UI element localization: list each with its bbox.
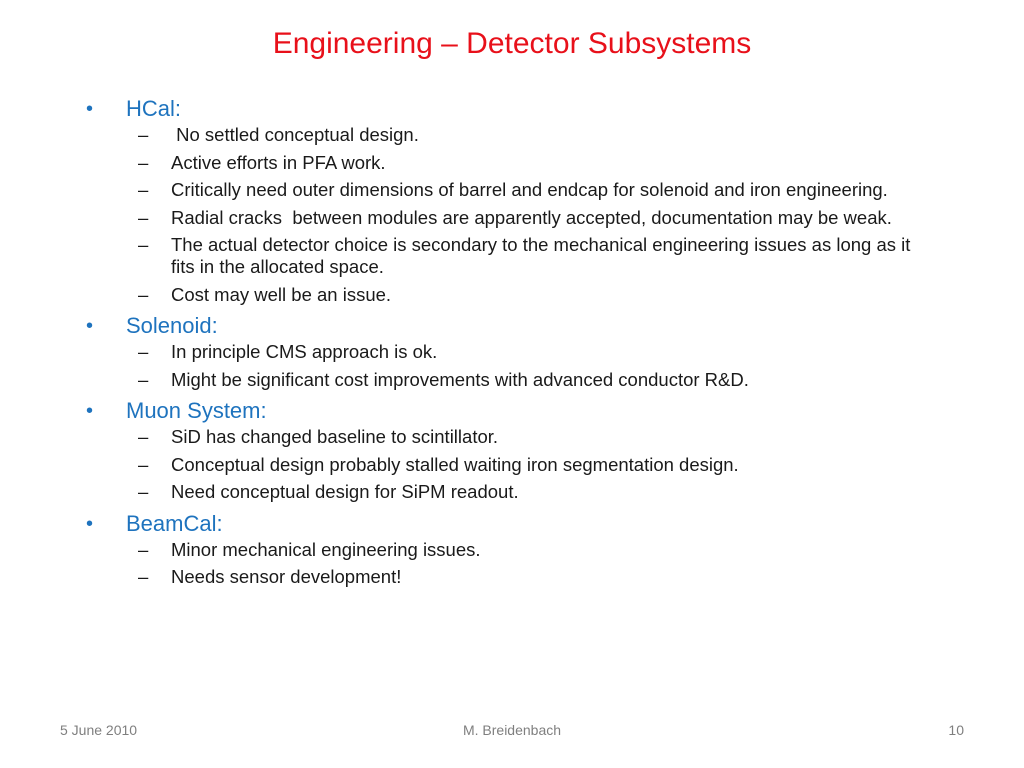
- dash-marker: –: [138, 151, 149, 173]
- bullet-beamcal: [86, 509, 946, 539]
- sub-item: [86, 124, 946, 146]
- dash-marker: –: [138, 426, 149, 447]
- sub-item-text: The actual detector choice is secondary to the mechanical engineering issues as long as it fits in the allocated space.: [171, 234, 911, 277]
- bullet-heading: Solenoid:: [126, 313, 218, 338]
- bullet-heading: Muon System:: [126, 398, 267, 423]
- sub-item: [86, 454, 946, 476]
- sub-item: [86, 341, 946, 363]
- sub-item-text: Need conceptual design for SiPM readout.: [171, 481, 519, 502]
- bullet-marker: •: [86, 400, 94, 422]
- sub-item: [86, 152, 946, 174]
- dash-marker: –: [138, 566, 149, 587]
- bullet-marker: •: [86, 315, 94, 337]
- slide-title: Engineering – Detector Subsystems: [272, 27, 752, 60]
- sub-item-text: Critically need outer dimensions of barrel and endcap for solenoid and iron engineering.: [171, 179, 888, 200]
- sub-item: [86, 284, 946, 306]
- dash-marker: –: [138, 538, 149, 560]
- sub-item: [86, 179, 946, 201]
- sub-item-text: Might be significant cost improvements with advanced conductor R&D.: [171, 368, 749, 390]
- bullet-heading: BeamCal:: [126, 510, 223, 536]
- bullet-marker: •: [86, 512, 94, 535]
- sub-item: [86, 426, 946, 448]
- dash-marker: –: [138, 481, 149, 502]
- bullet-solenoid: [86, 311, 946, 341]
- sub-item-text: No settled conceptual design.: [171, 124, 419, 145]
- dash-marker: –: [138, 179, 149, 200]
- sub-item-text: Cost may well be an issue.: [171, 283, 392, 305]
- dash-marker: –: [138, 453, 149, 475]
- footer-author: M. Breidenbach: [462, 722, 562, 738]
- dash-marker: –: [138, 124, 149, 145]
- footer-date: 5 June 2010: [60, 722, 138, 738]
- sub-item: [86, 207, 946, 229]
- dash-marker: –: [138, 283, 149, 305]
- sub-item-text: Needs sensor development!: [171, 566, 402, 587]
- sub-item-text: In principle CMS approach is ok.: [171, 341, 438, 362]
- sub-item: [86, 539, 946, 561]
- sub-list-muon-system: [86, 426, 946, 503]
- sub-item-text: Radial cracks between modules are apparently accepted, documentation may be weak.: [171, 206, 892, 228]
- bullet-marker: •: [86, 98, 94, 120]
- dash-marker: –: [138, 206, 149, 228]
- sub-item-text: SiD has changed baseline to scintillator.: [171, 426, 499, 447]
- dash-marker: –: [138, 368, 149, 390]
- sub-item-text: Minor mechanical engineering issues.: [171, 538, 481, 560]
- sub-item: [86, 481, 946, 503]
- dash-marker: –: [138, 234, 149, 255]
- sub-list-hcal: [86, 124, 946, 306]
- bullet-hcal: [86, 94, 946, 124]
- sub-item-text: Active efforts in PFA work.: [171, 151, 386, 173]
- bullet-muon-system: [86, 396, 946, 426]
- sub-item: [86, 234, 946, 278]
- dash-marker: –: [138, 341, 149, 362]
- sub-item: [86, 566, 946, 588]
- sub-item: [86, 369, 946, 391]
- sub-list-solenoid: [86, 341, 946, 391]
- sub-item-text: Conceptual design probably stalled waiting iron segmentation design.: [171, 453, 739, 475]
- slide-content: [86, 94, 946, 594]
- sub-list-beamcal: [86, 539, 946, 589]
- footer-page-number: 10: [948, 722, 964, 738]
- bullet-heading: HCal:: [126, 96, 182, 121]
